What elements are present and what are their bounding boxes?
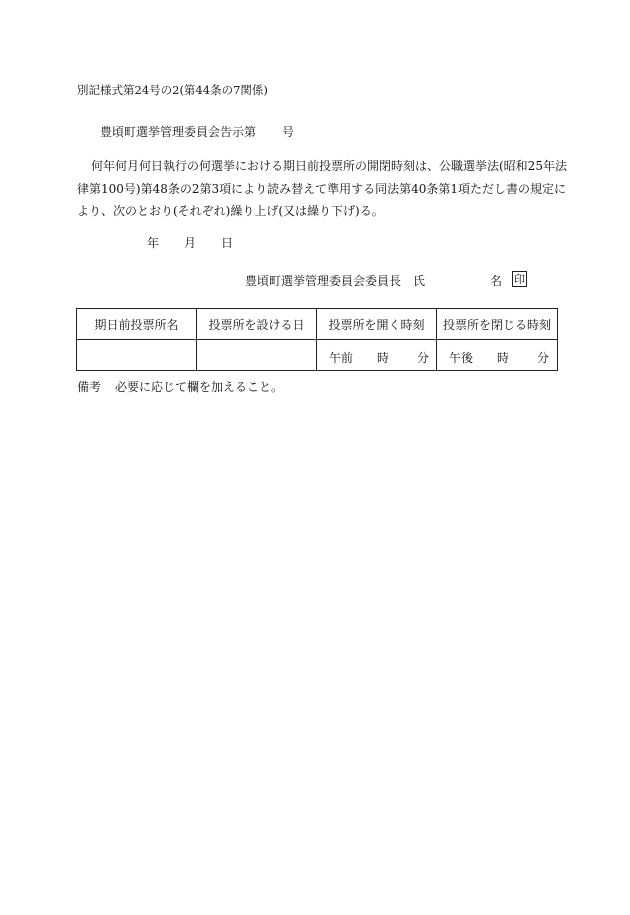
date-month-label: 月	[184, 236, 197, 250]
date-day-label: 日	[221, 236, 234, 250]
remarks-label: 備考	[77, 380, 102, 394]
open-ampm: 午前	[329, 351, 354, 365]
notice-title	[100, 126, 294, 138]
signer-committee: 豊頃町選挙管理委員会委員長 氏	[245, 274, 426, 288]
schedule-table	[76, 308, 558, 371]
cell-setup-date	[197, 340, 317, 371]
date-year-label: 年	[147, 236, 160, 250]
notice-title-text: 豊頃町選挙管理委員会告示第	[100, 125, 257, 139]
open-minute-label: 分	[417, 351, 430, 365]
header-location-name: 期日前投票所名	[77, 309, 197, 340]
seal-mark: 印	[514, 273, 525, 286]
open-hour-label: 時	[377, 351, 390, 365]
close-hour-label: 時	[497, 351, 510, 365]
cell-open-time	[317, 340, 437, 371]
form-reference: 別記様式第24号の2(第44条の7関係)	[77, 83, 268, 97]
date-line	[147, 237, 233, 249]
signer-name-label: 名	[490, 274, 503, 288]
notice-number-label: 号	[282, 125, 295, 139]
close-minute-label: 分	[537, 351, 550, 365]
cell-close-time	[437, 340, 558, 371]
close-ampm: 午後	[449, 351, 474, 365]
remarks	[77, 381, 283, 393]
header-close-time: 投票所を閉じる時刻	[437, 309, 558, 340]
table-row	[77, 340, 558, 371]
header-setup-date: 投票所を設ける日	[197, 309, 317, 340]
remarks-content: 必要に応じて欄を加えること。	[115, 380, 284, 394]
header-open-time: 投票所を開く時刻	[317, 309, 437, 340]
body-text-line-3: より、次のとおり(それぞれ)繰り上げ(又は繰り下げ)る。	[77, 204, 384, 218]
body-text-line-2: 律第100号)第48条の2第3項により読み替えて準用する同法第40条第1項ただし書の規定に	[77, 182, 567, 196]
cell-location-name	[77, 340, 197, 371]
body-text-line-1: 何年何月何日執行の何選挙における期日前投票所の開閉時刻は、公職選挙法(昭和25年法	[91, 159, 567, 173]
table-header-row	[77, 309, 558, 340]
